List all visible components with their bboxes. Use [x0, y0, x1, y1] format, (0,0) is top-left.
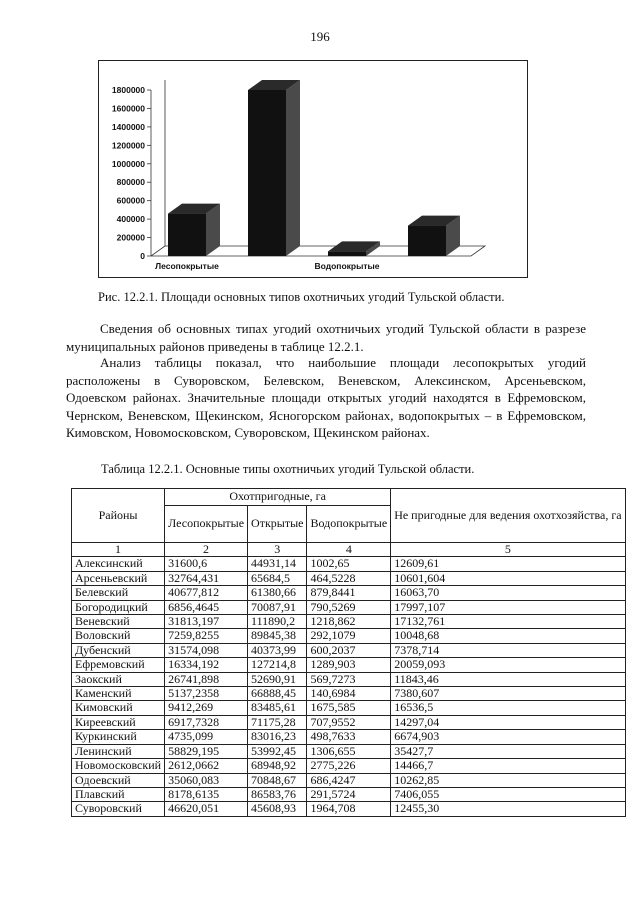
district-cell: Новомосковский	[72, 759, 165, 773]
district-cell: Каменский	[72, 687, 165, 701]
value-cell: 17132,761	[391, 615, 625, 629]
value-cell: 40373,99	[248, 643, 307, 657]
value-cell: 8178,6135	[165, 787, 248, 801]
header-unfit: Не пригодные для ведения охотхозяйства, га	[391, 489, 625, 543]
value-cell: 20059,093	[391, 658, 625, 672]
value-cell: 464,5228	[307, 571, 391, 585]
value-cell: 7378,714	[391, 643, 625, 657]
column-number: 2	[165, 543, 248, 557]
table-row	[72, 759, 626, 773]
value-cell: 1306,655	[307, 744, 391, 758]
value-cell: 16063,70	[391, 586, 625, 600]
district-cell: Одоевский	[72, 773, 165, 787]
district-cell: Кимовский	[72, 701, 165, 715]
district-cell: Заокский	[72, 672, 165, 686]
column-number: 5	[391, 543, 625, 557]
value-cell: 1289,903	[307, 658, 391, 672]
y-tick-label: 400000	[116, 214, 145, 225]
value-cell: 707,9552	[307, 715, 391, 729]
header-water: Водопокрытые	[307, 506, 391, 543]
value-cell: 16334,192	[165, 658, 248, 672]
hunting-lands-table	[71, 488, 626, 817]
table-row	[72, 744, 626, 758]
value-cell: 46620,051	[165, 802, 248, 816]
value-cell: 1002,65	[307, 557, 391, 571]
table-row	[72, 687, 626, 701]
value-cell: 2612,0662	[165, 759, 248, 773]
value-cell: 1964,708	[307, 802, 391, 816]
x-category-label: Водопокрытые	[314, 261, 380, 271]
y-tick-label: 0	[140, 251, 145, 261]
value-cell: 10262,85	[391, 773, 625, 787]
value-cell: 569,7273	[307, 672, 391, 686]
value-cell: 86583,76	[248, 787, 307, 801]
value-cell: 70087,91	[248, 600, 307, 614]
paragraph-analysis: Анализ таблицы показал, что наибольшие площади лесопокрытых угодий расположены в Суворовском, Белевском, Веневском, Алексинском, Арсеньевском, Одоевском районах. Значительные площади открытых угодий находятся в Ефремовском, Чернском, Веневском, Щекинском, Ясногорском районах, водопокрытых – в Ефремовском, Кимовском, Новомосковском, Суворовском, Щекинском районах.	[66, 355, 586, 440]
value-cell: 14297,04	[391, 715, 625, 729]
district-cell: Богородицкий	[72, 600, 165, 614]
district-cell: Арсеньевский	[72, 571, 165, 585]
column-number: 1	[72, 543, 165, 557]
value-cell: 11843,46	[391, 672, 625, 686]
value-cell: 70848,67	[248, 773, 307, 787]
y-tick-label: 1600000	[111, 103, 145, 114]
value-cell: 26741,898	[165, 672, 248, 686]
value-cell: 40677,812	[165, 586, 248, 600]
value-cell: 12455,30	[391, 802, 625, 816]
value-cell: 790,5269	[307, 600, 391, 614]
value-cell: 31813,197	[165, 615, 248, 629]
y-tick-label: 1200000	[111, 140, 145, 151]
district-cell: Белевский	[72, 586, 165, 600]
value-cell: 66888,45	[248, 687, 307, 701]
table-row	[72, 615, 626, 629]
table-row	[72, 730, 626, 744]
value-cell: 1218,862	[307, 615, 391, 629]
table-row	[72, 643, 626, 657]
value-cell: 7380,607	[391, 687, 625, 701]
value-cell: 879,8441	[307, 586, 391, 600]
value-cell: 65684,5	[248, 571, 307, 585]
value-cell: 292,1079	[307, 629, 391, 643]
value-cell: 1675,585	[307, 701, 391, 715]
column-number: 4	[307, 543, 391, 557]
value-cell: 6674,903	[391, 730, 625, 744]
figure-caption: Рис. 12.2.1. Площади основных типов охотничьих угодий Тульской области.	[98, 290, 505, 304]
value-cell: 291,5724	[307, 787, 391, 801]
y-tick-label: 1400000	[111, 121, 145, 132]
district-cell: Веневский	[72, 615, 165, 629]
value-cell: 12609,61	[391, 557, 625, 571]
value-cell: 61380,66	[248, 586, 307, 600]
table-row	[72, 715, 626, 729]
bar-side	[286, 80, 300, 256]
header-districts: Районы	[72, 489, 165, 543]
district-cell: Суворовский	[72, 802, 165, 816]
value-cell: 6917,7328	[165, 715, 248, 729]
bar-chart	[98, 60, 528, 278]
value-cell: 53992,45	[248, 744, 307, 758]
district-cell: Алексинский	[72, 557, 165, 571]
district-cell: Воловский	[72, 629, 165, 643]
y-tick-label: 200000	[116, 232, 145, 243]
y-tick-label: 1000000	[111, 158, 145, 169]
bar	[248, 90, 286, 256]
value-cell: 10048,68	[391, 629, 625, 643]
value-cell: 52690,91	[248, 672, 307, 686]
table-row	[72, 557, 626, 571]
chart-back-wall	[151, 80, 165, 256]
table-row	[72, 571, 626, 585]
value-cell: 35060,083	[165, 773, 248, 787]
y-tick-label: 800000	[116, 177, 145, 188]
value-cell: 127214,8	[248, 658, 307, 672]
value-cell: 9412,269	[165, 701, 248, 715]
y-tick-label: 600000	[116, 195, 145, 206]
value-cell: 6856,4645	[165, 600, 248, 614]
district-cell: Куркинский	[72, 730, 165, 744]
table-title: Таблица 12.2.1. Основные типы охотничьих угодий Тульской области.	[101, 462, 475, 476]
district-cell: Киреевский	[72, 715, 165, 729]
table-row	[72, 658, 626, 672]
bar	[328, 251, 366, 256]
value-cell: 7406,055	[391, 787, 625, 801]
bar	[408, 226, 446, 256]
page-number: 196	[310, 29, 330, 44]
district-cell: Плавский	[72, 787, 165, 801]
header-suitable-group: Охотпригодные, га	[165, 489, 391, 506]
value-cell: 10601,604	[391, 571, 625, 585]
table-body	[72, 557, 626, 816]
value-cell: 111890,2	[248, 615, 307, 629]
table-row	[72, 586, 626, 600]
value-cell: 83016,23	[248, 730, 307, 744]
district-cell: Ефремовский	[72, 658, 165, 672]
value-cell: 32764,431	[165, 571, 248, 585]
table-row	[72, 600, 626, 614]
value-cell: 83485,61	[248, 701, 307, 715]
table-row	[72, 629, 626, 643]
value-cell: 7259,8255	[165, 629, 248, 643]
value-cell: 686,4247	[307, 773, 391, 787]
value-cell: 140,6984	[307, 687, 391, 701]
table-row	[72, 773, 626, 787]
bar-chart-svg	[99, 61, 529, 279]
x-category-label: Лесопокрытые	[155, 261, 219, 271]
value-cell: 71175,28	[248, 715, 307, 729]
header-open: Открытые	[248, 506, 307, 543]
bar	[168, 214, 206, 256]
value-cell: 16536,5	[391, 701, 625, 715]
district-cell: Ленинский	[72, 744, 165, 758]
value-cell: 14466,7	[391, 759, 625, 773]
value-cell: 68948,92	[248, 759, 307, 773]
table-row	[72, 701, 626, 715]
header-forest: Лесопокрытые	[165, 506, 248, 543]
value-cell: 31600,6	[165, 557, 248, 571]
y-tick-label: 1800000	[111, 85, 145, 95]
value-cell: 44931,14	[248, 557, 307, 571]
value-cell: 498,7633	[307, 730, 391, 744]
value-cell: 45608,93	[248, 802, 307, 816]
value-cell: 4735,099	[165, 730, 248, 744]
value-cell: 89845,38	[248, 629, 307, 643]
value-cell: 17997,107	[391, 600, 625, 614]
table-row	[72, 802, 626, 816]
value-cell: 600,2037	[307, 643, 391, 657]
value-cell: 2775,226	[307, 759, 391, 773]
value-cell: 31574,098	[165, 643, 248, 657]
table-row	[72, 672, 626, 686]
value-cell: 58829,195	[165, 744, 248, 758]
value-cell: 5137,2358	[165, 687, 248, 701]
district-cell: Дубенский	[72, 643, 165, 657]
table-row	[72, 787, 626, 801]
column-number: 3	[248, 543, 307, 557]
paragraph-intro: Сведения об основных типах угодий охотничьих угодий Тульской области в разрезе муниципальных районов приведены в таблице 12.2.1.	[66, 321, 586, 354]
value-cell: 35427,7	[391, 744, 625, 758]
